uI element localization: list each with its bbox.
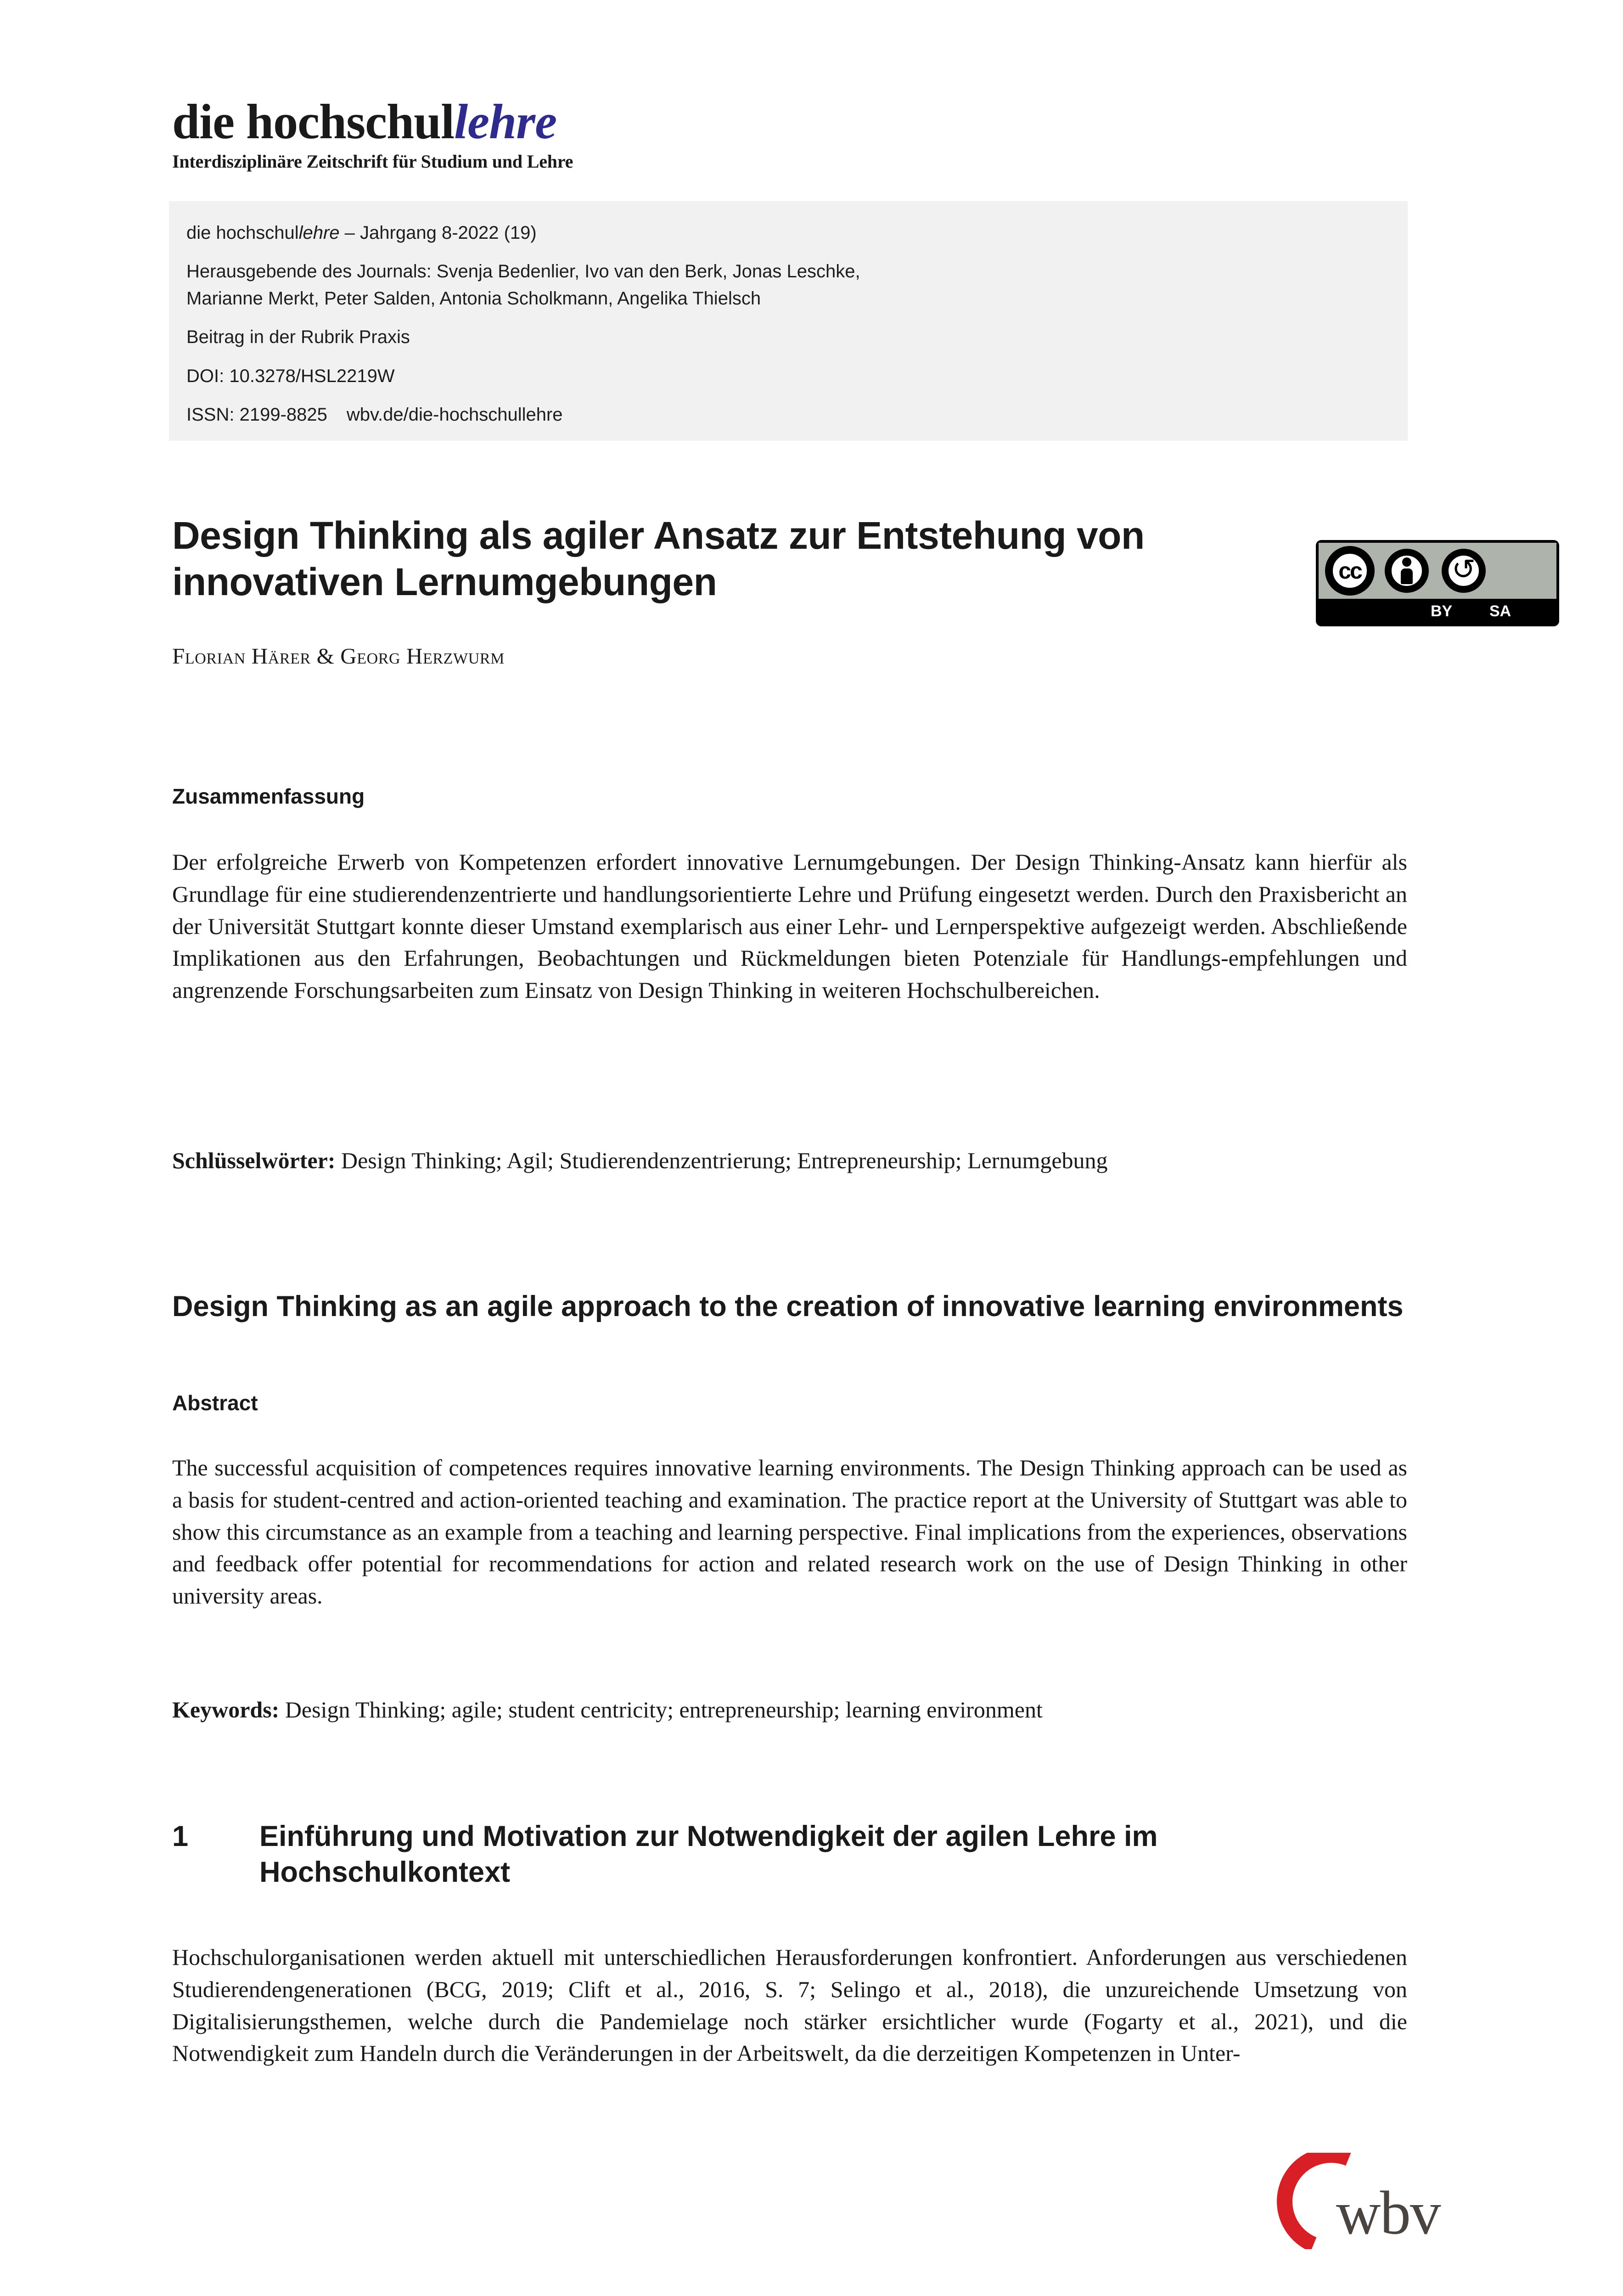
keywords-english-list: Design Thinking; agile; student centricity; entrepreneurship; learning environment	[279, 1697, 1043, 1722]
creative-commons-license-badge[interactable]	[1316, 540, 1559, 626]
issue-suffix: – Jahrgang 8-2022 (19)	[339, 223, 537, 243]
journal-wordmark-main: die hochschul	[172, 95, 455, 149]
cc-logo-icon	[1325, 546, 1375, 596]
section-1-heading	[172, 1818, 1407, 1890]
journal-wordmark-accent: lehre	[454, 95, 557, 149]
abstract-text-english: The successful acquisition of competences requires innovative learning environments. The Design Thinking approach can be used as a basis for student-centred and action-oriented teaching and examination. The practice report at the University of Stuttgart was able to show this circumstance as an example from a teaching and learning perspective. Final implications from the experiences, observations and feedback offer potential for recommendations for action and related research work on the use of Design Thinking in other university areas.	[172, 1455, 1407, 1609]
issue-line-block	[186, 219, 1077, 246]
wbv-logo-text: wbv	[1336, 2179, 1440, 2247]
section-1-title: Einführung und Motivation zur Notwendigkeit der agilen Lehre im Hochschulkontext	[259, 1820, 1158, 1889]
article-authors: Florian Härer & Georg Herzwurm	[172, 643, 505, 669]
article-title-german: Design Thinking als agiler Ansatz zur Entstehung von innovativen Lernumgebungen	[172, 514, 1145, 604]
editors-line-1: Herausgebende des Journals: Svenja Bedenlier, Ivo van den Berk, Jonas Leschke,	[186, 261, 860, 282]
keywords-english	[172, 1694, 1407, 1726]
issn-value: ISSN: 2199-8825	[186, 404, 327, 425]
rubric-line: Beitrag in der Rubrik Praxis	[186, 327, 410, 348]
issn-block	[186, 401, 1077, 428]
section-1-number: 1	[172, 1820, 189, 1853]
abstract-heading-english: Abstract	[172, 1391, 258, 1415]
abstract-text-german: Der erfolgreiche Erwerb von Kompetenzen erfordert innovative Lernumgebungen. Der Design Thinking-Ansatz kann hierfür als Grundlage für eine studierendenzentrierte und handlungsorientierte Lehre und Prüfung eingesetzt werden. Durch den Praxisbericht an der Universität Stuttgart konnte dieser Umstand exemplarisch aus einer Lehr- und Lernperspektive aufgezeigt werden. Abschließende Implikationen aus den Erfahrungen, Beobachtungen und Rückmeldungen bieten Potenziale für Handlungs-empfehlungen und angrenzende Forschungsarbeiten zum Einsatz von Design Thinking in weiteren Hochschulbereichen.	[172, 849, 1407, 1003]
journal-masthead	[172, 97, 723, 172]
keywords-german-list: Design Thinking; Agil; Studierendenzentrierung; Entrepreneurship; Lernumgebung	[335, 1148, 1108, 1173]
cc-attribution-person-icon	[1385, 549, 1429, 593]
cc-sa-label: SA	[1489, 602, 1511, 620]
issue-line	[186, 219, 1077, 246]
issn-line	[186, 401, 1077, 428]
wbv-publisher-logo	[1272, 2153, 1440, 2249]
journal-metadata-text	[186, 219, 1077, 428]
circular-arrow-icon: ↻	[1452, 552, 1476, 586]
section-1-paragraph: Hochschulorganisationen werden aktuell mit unterschiedlichen Herausforderungen konfrontiert. Anforderungen aus verschiedenen Studierendengenerationen (BCG, 2019; Clift et al., 2016, S. 7; Selingo et al., 2018), die unzureichende Umsetzung von Digitalisierungsthemen, welche durch die Pandemielage noch stärker ersichtlicher wurde (Fogarty et al., 2021), und die Notwendigkeit zum Handeln durch die Veränderungen in der Arbeitswelt, da die derzeitigen Kompetenzen in Unter-	[172, 1944, 1407, 2066]
abstract-heading-german: Zusammenfassung	[172, 784, 365, 808]
journal-wordmark	[172, 97, 723, 147]
editors-line-2: Marianne Merkt, Peter Salden, Antonia Scholkmann, Angelika Thielsch	[186, 288, 761, 309]
issue-italic: lehre	[298, 223, 340, 243]
cc-badge-icon-row	[1319, 543, 1556, 599]
editors-block	[186, 258, 1077, 312]
cc-share-alike-arrow-icon	[1442, 549, 1486, 593]
doi-block	[186, 363, 1077, 389]
journal-tagline: Interdisziplinäre Zeitschrift für Studium und Lehre	[172, 151, 573, 172]
keywords-english-label: Keywords:	[172, 1697, 280, 1722]
person-glyph-icon	[1401, 557, 1413, 584]
cc-badge-label-row	[1319, 599, 1556, 624]
cc-by-label: BY	[1431, 602, 1453, 620]
keywords-german-label: Schlüsselwörter:	[172, 1148, 336, 1173]
issue-prefix: die hochschul	[186, 223, 299, 243]
rubric-block	[186, 324, 1077, 350]
article-title-english: Design Thinking as an agile approach to the creation of innovative learning environments	[172, 1290, 1404, 1323]
doi-line: DOI: 10.3278/HSL2219W	[186, 366, 395, 386]
cc-logo-text: cc	[1338, 558, 1361, 584]
journal-website-link[interactable]: wbv.de/die-hochschullehre	[346, 404, 563, 425]
keywords-german	[172, 1145, 1407, 1177]
